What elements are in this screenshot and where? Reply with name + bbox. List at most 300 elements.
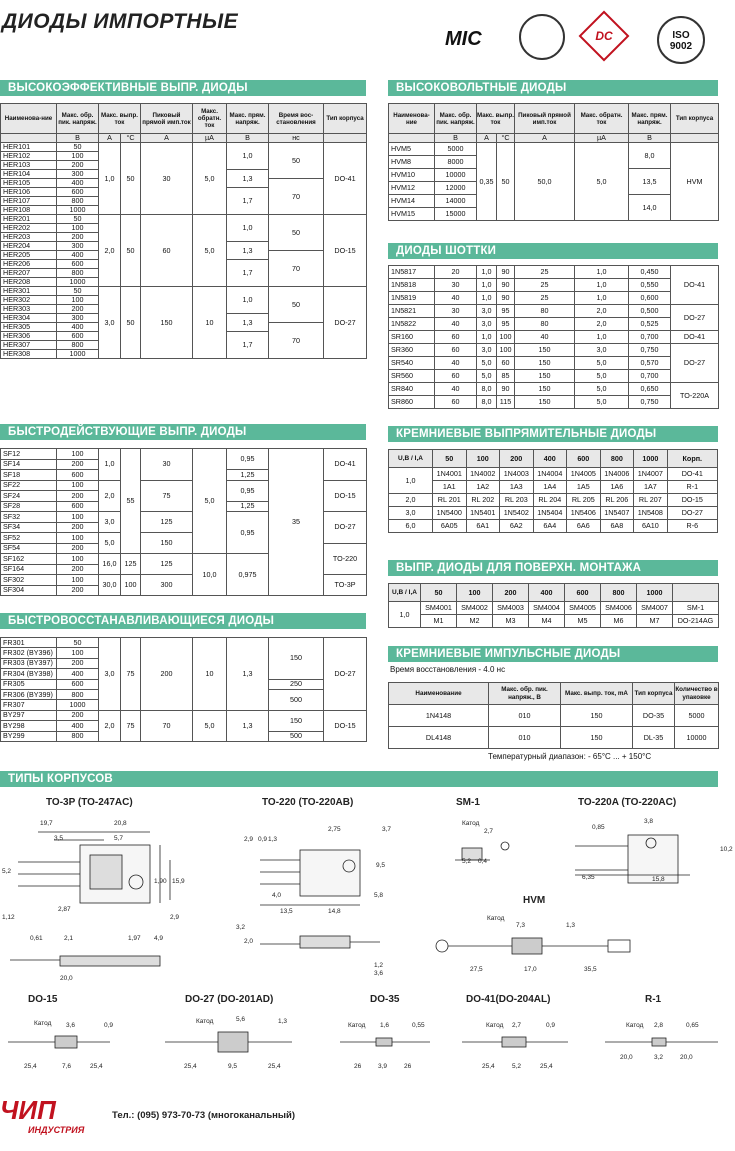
package: SM-1 (673, 602, 719, 615)
unit: В (57, 134, 99, 143)
vrrm: 800 (57, 341, 99, 350)
cell: 010 (489, 705, 561, 727)
voltage-header: 200 (493, 584, 529, 602)
package: TO-3P (324, 575, 367, 596)
dimension-label: 1,3 (268, 836, 278, 843)
diode-name: HER305 (1, 323, 57, 332)
voltage-header: 100 (457, 584, 493, 602)
pkg-r1-label: R-1 (645, 994, 662, 1005)
cell: 0,500 (629, 305, 671, 318)
trr: 70 (269, 179, 324, 215)
part-number: 1N5402 (500, 507, 534, 520)
cell: 300 (141, 575, 193, 596)
dimension-label: 0,9 (258, 836, 268, 843)
package: DO-27 (671, 305, 719, 331)
cell: 30 (435, 279, 477, 292)
dimension-label: 15,8 (652, 876, 665, 883)
vrrm: 8000 (435, 156, 477, 169)
trr: 70 (269, 323, 324, 359)
section-silicon: КРЕМНИЕВЫЕ ВЫПРЯМИТЕЛЬНЫЕ ДИОДЫ (388, 426, 718, 442)
package: DO-41 (324, 449, 367, 481)
cell: 1,0 (99, 449, 121, 481)
vrrm: 100 (57, 480, 99, 491)
dimension-label: 14,8 (328, 908, 341, 915)
diode-name: SR840 (389, 383, 435, 396)
section-fast: БЫСТРОДЕЙСТВУЮЩИЕ ВЫПР. ДИОДЫ (0, 424, 366, 440)
vrrm: 200 (57, 305, 99, 314)
cell: 95 (497, 305, 515, 318)
vrrm: 800 (57, 731, 99, 741)
dimension-label: 0,9 (104, 1022, 114, 1029)
table-row (389, 520, 718, 533)
part-number: RL 203 (500, 494, 534, 507)
diode-name: 1N5817 (389, 266, 435, 279)
brand-logos (443, 12, 733, 64)
cell: 125 (121, 554, 141, 575)
cell: 40 (435, 292, 477, 305)
table-row (1, 287, 367, 296)
voltage-header: 50 (421, 584, 457, 602)
cathode-label: Катод (34, 1020, 52, 1027)
table-row (1, 215, 367, 224)
vrrm: 12000 (435, 182, 477, 195)
chip-industry-logo: ЧИП ИНДУСТРИЯ (0, 1095, 85, 1135)
trr: 500 (269, 689, 324, 710)
diode-name: SF12 (1, 449, 57, 460)
cell: 95 (497, 318, 515, 331)
col-name: Наименова-ние (1, 104, 57, 134)
trr: 500 (269, 731, 324, 741)
cell: 1,25 (227, 501, 269, 512)
voltage-header: 600 (565, 584, 601, 602)
table-row (1, 449, 367, 460)
smd-table (388, 583, 719, 628)
dimension-label: 7,3 (516, 922, 526, 929)
voltage-header: 1000 (637, 584, 673, 602)
iav: 2,0 (99, 215, 121, 287)
section-recovery: БЫСТРОВОССТАНАВЛИВАЮЩИЕСЯ ДИОДЫ (0, 613, 366, 629)
trr: 70 (269, 251, 324, 287)
mic-logo: MIC (445, 28, 482, 50)
diode-name: HER208 (1, 278, 57, 287)
temp: 50 (121, 143, 141, 215)
table-row (389, 584, 719, 602)
dimension-label: 25,4 (540, 1063, 553, 1070)
diode-name: 1N5818 (389, 279, 435, 292)
dimension-label: 5,2 (462, 858, 472, 865)
voltage-header: 800 (600, 450, 634, 468)
part-number: RL 204 (533, 494, 567, 507)
quality-seal-icon (519, 14, 565, 60)
part-number: SM4003 (493, 602, 529, 615)
part-number: 1A5 (567, 481, 601, 494)
trr: 150 (269, 710, 324, 731)
cell: 80 (515, 318, 575, 331)
vrrm: 600 (57, 501, 99, 512)
cell: 30,0 (99, 575, 121, 596)
cell: 150 (515, 396, 575, 409)
temp: 50 (121, 287, 141, 359)
diode-name: SF164 (1, 564, 57, 575)
cell: 010 (489, 727, 561, 749)
part-number: 1N4002 (466, 468, 500, 481)
col-vf: Макс. прям. напряж. (227, 104, 269, 134)
diode-name: HVM14 (389, 195, 435, 208)
dimension-label: 3,9 (378, 1063, 388, 1070)
vrrm: 15000 (435, 208, 477, 221)
table-row (389, 357, 719, 370)
ir: 10 (193, 287, 227, 359)
cell: 150 (141, 533, 193, 554)
cell: 115 (497, 396, 515, 409)
diode-name: HVM8 (389, 156, 435, 169)
vrrm: 600 (57, 188, 99, 197)
table-row (389, 370, 719, 383)
package-drawings (0, 810, 735, 1095)
dimension-label: 25,4 (184, 1063, 197, 1070)
cell: 0,35 (477, 143, 497, 221)
vf: 1,0 (227, 215, 269, 242)
part-number: 1N5404 (533, 507, 567, 520)
part-number: 1N5400 (433, 507, 467, 520)
col-pkg: Тип корпуса (324, 104, 367, 134)
vrrm: 1000 (57, 700, 99, 710)
dimension-label: 0,61 (30, 935, 43, 942)
do35-drawing (340, 1038, 430, 1046)
voltage-header: 50 (433, 450, 467, 468)
voltage-header: 800 (601, 584, 637, 602)
diode-name: FR302 (BY396) (1, 648, 57, 658)
part-number: 1A1 (433, 481, 467, 494)
cell: 10 (193, 638, 227, 711)
vrrm: 100 (57, 512, 99, 523)
cell: 0,750 (629, 344, 671, 357)
dimension-label: 1,3 (566, 922, 576, 929)
diode-name: SF52 (1, 533, 57, 544)
pkg-do27-label: DO-27 (DO-201AD) (185, 994, 274, 1005)
col-vrrm: Макс. обр. пик. напряж. (435, 104, 477, 134)
voltage-header: 400 (529, 584, 565, 602)
table-row (389, 615, 719, 628)
voltage-header: 100 (466, 450, 500, 468)
dimension-label: 1,3 (278, 1018, 288, 1025)
dimension-label: 4,0 (272, 892, 282, 899)
hv-table (388, 103, 719, 221)
part-number: 1A7 (634, 481, 668, 494)
cell: 8,0 (477, 396, 497, 409)
diode-name: SR540 (389, 357, 435, 370)
col-iav: Макс. выпр. ток (477, 104, 515, 134)
iav: 1,0 (99, 143, 121, 215)
cell: 0,570 (629, 357, 671, 370)
voltage-header: 600 (567, 450, 601, 468)
to220-drawing (260, 850, 380, 948)
vrrm: 100 (57, 533, 99, 544)
diode-name: HER106 (1, 188, 57, 197)
vf: 14,0 (629, 195, 671, 221)
col-ifsm: Пиковый прямой имп.ток (515, 104, 575, 134)
section-hv: ВЫСОКОВОЛЬТНЫЕ ДИОДЫ (388, 80, 718, 96)
current: 2,0 (389, 494, 433, 507)
part-number: 1N4001 (433, 468, 467, 481)
diode-name: HER306 (1, 332, 57, 341)
cell: 5,0 (575, 143, 629, 221)
part-number: 6A10 (634, 520, 668, 533)
cell: 40 (435, 357, 477, 370)
diode-name: HER304 (1, 314, 57, 323)
vrrm: 200 (57, 710, 99, 720)
schottky-table (388, 265, 719, 409)
vrrm: 100 (57, 296, 99, 305)
diode-name: SR160 (389, 331, 435, 344)
table-row (389, 383, 719, 396)
package: DO-27 (667, 507, 717, 520)
cell: 5,0 (575, 370, 629, 383)
vf: 1,3 (227, 242, 269, 260)
unit: A (99, 134, 121, 143)
col-iav: Макс. выпр. ток (99, 104, 141, 134)
cell: DL4148 (389, 727, 489, 749)
section-pulse: КРЕМНИЕВЫЕ ИМПУЛЬСНЫЕ ДИОДЫ (388, 646, 718, 662)
temp: 50 (121, 215, 141, 287)
ir: 5,0 (193, 143, 227, 215)
part-number: M4 (529, 615, 565, 628)
vrrm: 400 (57, 179, 99, 188)
cell: 10000 (675, 727, 719, 749)
cell: 85 (497, 370, 515, 383)
unit (389, 134, 435, 143)
trr: 250 (269, 679, 324, 689)
vrrm: 200 (57, 233, 99, 242)
package: TO-220A (671, 383, 719, 409)
trr: 50 (269, 287, 324, 323)
package-header: Корп. (667, 450, 717, 468)
col-ir: Макс. обратн. ток (575, 104, 629, 134)
section-her: ВЫСОКОЭФФЕКТИВНЫЕ ВЫПР. ДИОДЫ (0, 80, 366, 96)
cell: 5,0 (99, 533, 121, 554)
column-header: Макс. выпр. ток, mA (561, 683, 633, 705)
vrrm: 600 (57, 332, 99, 341)
cell: DL-35 (633, 727, 675, 749)
cell: 50 (497, 143, 515, 221)
dc-logo: DC (579, 11, 630, 62)
col-trr: Время вос-становления (269, 104, 324, 134)
unit (324, 134, 367, 143)
vrrm: 200 (57, 522, 99, 533)
vf: 1,0 (227, 143, 269, 170)
dimension-label: 20,8 (114, 820, 127, 827)
part-number: 1A3 (500, 481, 534, 494)
dimension-label: 3,6 (66, 1022, 76, 1029)
diode-name: HER204 (1, 242, 57, 251)
cell: 0,650 (629, 383, 671, 396)
package: DO-41 (671, 266, 719, 305)
vrrm: 100 (57, 648, 99, 658)
column-header: Наименование (389, 683, 489, 705)
vrrm: 600 (57, 470, 99, 481)
part-number: 1A4 (533, 481, 567, 494)
cell: 5,0 (477, 370, 497, 383)
package: DO-214AG (673, 615, 719, 628)
corner-header: U,B / I,A (389, 584, 421, 602)
silicon-table (388, 449, 718, 533)
fast-table (0, 448, 367, 596)
cell: 3,0 (477, 344, 497, 357)
diode-name: SR360 (389, 344, 435, 357)
cell: 1,0 (575, 279, 629, 292)
table-row (389, 727, 719, 749)
package: R-1 (667, 481, 717, 494)
part-number: SM4004 (529, 602, 565, 615)
dimension-label: 5,8 (374, 892, 384, 899)
pkg-do35-label: DO-35 (370, 994, 400, 1005)
table-row (389, 305, 719, 318)
diode-name: HER108 (1, 206, 57, 215)
vrrm: 300 (57, 242, 99, 251)
cell: 40 (435, 318, 477, 331)
column-header: Макс. обр. пик. напряж., В (489, 683, 561, 705)
cell: 5,0 (193, 710, 227, 741)
table-row (389, 450, 718, 468)
col-name: Наименова-ние (389, 104, 435, 134)
part-number: M6 (601, 615, 637, 628)
package: R-6 (667, 520, 717, 533)
cell: 25 (515, 266, 575, 279)
part-number: 6A4 (533, 520, 567, 533)
cell: 5,0 (575, 383, 629, 396)
dimension-label: 3,6 (374, 970, 384, 977)
table-row (389, 143, 719, 156)
do27-drawing (165, 1032, 292, 1052)
diode-name: FR301 (1, 638, 57, 648)
contact-phone: Тел.: (095) 973-70-73 (многоканальный) (112, 1110, 296, 1121)
cell: 0,95 (227, 480, 269, 501)
part-number: M3 (493, 615, 529, 628)
part-number: 1N4005 (567, 468, 601, 481)
part-number: 6A6 (567, 520, 601, 533)
diode-name: HER206 (1, 260, 57, 269)
diode-name: HER102 (1, 152, 57, 161)
dimension-label: 15,9 (172, 878, 185, 885)
part-number: 6A1 (466, 520, 500, 533)
col-vf: Макс. прям. напряж. (629, 104, 671, 134)
current: 3,0 (389, 507, 433, 520)
vf: 1,3 (227, 314, 269, 332)
package: DO-15 (324, 215, 367, 287)
ifsm: 150 (141, 287, 193, 359)
column-header: Количество в упаковке (675, 683, 719, 705)
diode-name: HER105 (1, 179, 57, 188)
cell: 2,0 (575, 305, 629, 318)
voltage-header: 1000 (634, 450, 668, 468)
table-row (389, 481, 718, 494)
cell: 0,525 (629, 318, 671, 331)
dimension-label: 10,2 (720, 846, 733, 853)
cell: 60 (435, 331, 477, 344)
part-number: 1N4007 (634, 468, 668, 481)
ir: 5,0 (193, 215, 227, 287)
package: DO-15 (324, 480, 367, 512)
vrrm: 100 (57, 575, 99, 586)
vf: 1,7 (227, 260, 269, 287)
diode-name: SF24 (1, 491, 57, 502)
unit: A (477, 134, 497, 143)
do41-drawing (462, 1037, 568, 1047)
part-number: SM4002 (457, 602, 493, 615)
unit: В (629, 134, 671, 143)
vrrm: 200 (57, 161, 99, 170)
vrrm: 800 (57, 197, 99, 206)
cell: 1,0 (477, 292, 497, 305)
cell: 2,0 (99, 710, 121, 741)
cell: 5,0 (575, 357, 629, 370)
vrrm: 200 (57, 564, 99, 575)
cell: 40 (515, 331, 575, 344)
cell: 150 (515, 370, 575, 383)
dimension-label: 3,2 (654, 1054, 664, 1061)
vf: 1,3 (227, 170, 269, 188)
part-number: RL 201 (433, 494, 467, 507)
cell: 0,600 (629, 292, 671, 305)
current: 1,0 (389, 468, 433, 494)
col-vrrm: Макс. обр. пик. напряж. (57, 104, 99, 134)
diode-name: HER203 (1, 233, 57, 242)
vrrm: 50 (57, 143, 99, 152)
dimension-label: 5,2 (512, 1063, 522, 1070)
iso-badge: ISO 9002 (657, 16, 705, 64)
dimension-label: 1,90 (154, 878, 167, 885)
cell: 5,0 (575, 396, 629, 409)
diode-name: HER205 (1, 251, 57, 260)
dimension-label: 0,55 (412, 1022, 425, 1029)
vf: 8,0 (629, 143, 671, 169)
vrrm: 1000 (57, 278, 99, 287)
dimension-label: 9,5 (376, 862, 386, 869)
cell: 2,0 (575, 318, 629, 331)
vf: 1,7 (227, 332, 269, 359)
cell: 3,0 (575, 344, 629, 357)
vrrm: 50 (57, 638, 99, 648)
vrrm: 200 (57, 585, 99, 596)
part-number: 1N5407 (600, 507, 634, 520)
part-number: SM4005 (565, 602, 601, 615)
dimension-label: 2,0 (244, 938, 254, 945)
cathode-label: Катод (486, 1022, 504, 1029)
cell: 3,0 (477, 318, 497, 331)
trr: 50 (269, 143, 324, 179)
cell: 100 (121, 575, 141, 596)
diode-name: HER107 (1, 197, 57, 206)
dimension-label: 2,75 (328, 826, 341, 833)
table-row (389, 331, 719, 344)
recovery-time-note: Время восстановления - 4.0 нс (390, 665, 506, 674)
vrrm: 300 (57, 170, 99, 179)
cell: 60 (435, 396, 477, 409)
cell: 5,0 (477, 357, 497, 370)
voltage-header: 400 (533, 450, 567, 468)
diode-name: SF162 (1, 554, 57, 565)
col-ir: Макс. обратн. ток (193, 104, 227, 134)
table-row (389, 318, 719, 331)
diode-name: HVM10 (389, 169, 435, 182)
pkg-to220-label: TO-220 (TO-220AB) (262, 797, 354, 808)
cathode-label: Катод (348, 1022, 366, 1029)
dimension-label: 6,35 (582, 874, 595, 881)
dimension-label: 2,7 (484, 828, 494, 835)
col-ifsm: Пиковый прямой имп.ток (141, 104, 193, 134)
diode-name: HER207 (1, 269, 57, 278)
package: DO-41 (667, 468, 717, 481)
